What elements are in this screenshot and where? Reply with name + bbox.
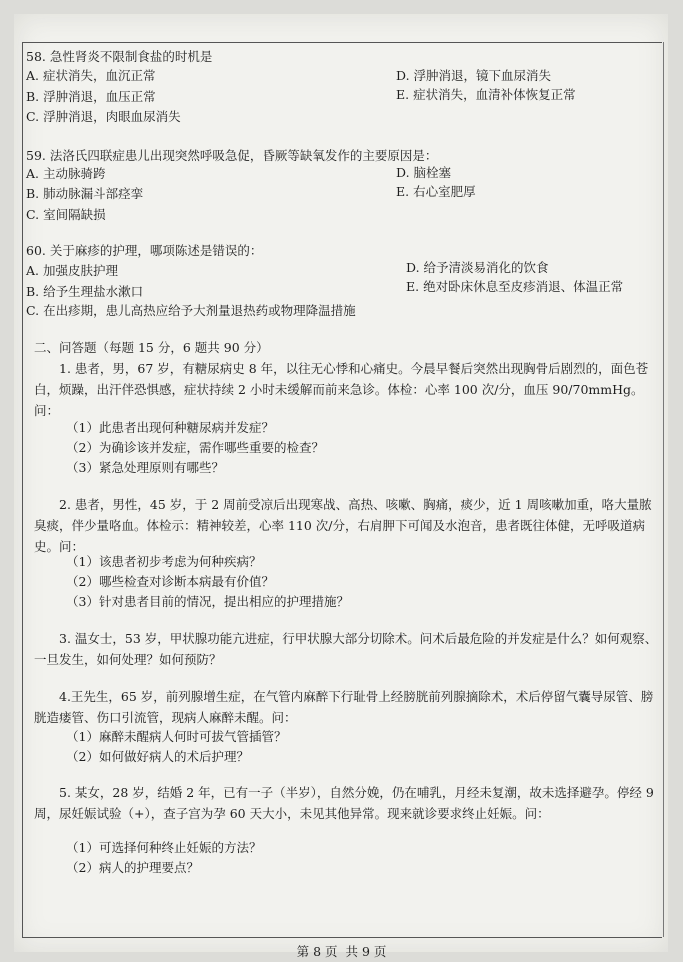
- essay-q2-sub-3: （3）针对患者目前的情况，提出相应的护理措施？: [66, 594, 349, 609]
- essay-q1-sub-2: （2）为确诊该并发症，需作哪些重要的检查？: [66, 440, 324, 455]
- page-total: 共 9 页: [345, 944, 387, 959]
- question-58-option-a: A. 症状消失，血沉正常: [26, 68, 156, 83]
- question-58-stem: 58. 急性肾炎不限制食盐的时机是: [26, 49, 213, 64]
- page-number: 第 8 页: [296, 944, 338, 959]
- section-2-title: 二、问答题（每题 15 分，6 题共 90 分）: [34, 340, 269, 355]
- essay-q2-sub-2: （2）哪些检查对诊断本病最有价值？: [66, 574, 274, 589]
- essay-q1-sub-1: （1）此患者出现何种糖尿病并发症？: [66, 420, 274, 435]
- question-59-option-c: C. 室间隔缺损: [26, 207, 106, 222]
- top-rule: [22, 42, 662, 43]
- question-58-option-c: C. 浮肿消退，肉眼血尿消失: [26, 109, 181, 124]
- page-footer: [0, 942, 683, 960]
- essay-q1-sub-3: （3）紧急处理原则有哪些？: [66, 460, 224, 475]
- essay-question-4: 4.王先生，65 岁，前列腺增生症，在气管内麻醉下行耻骨上经膀胱前列腺摘除术，术后停留气囊导尿管、膀胱造瘘管、伤口引流管，现病人麻醉未醒。问：: [34, 689, 654, 725]
- essay-q4-sub-2: （2）如何做好病人的术后护理？: [66, 749, 249, 764]
- essay-q4-sub-1: （1）麻醉未醒病人何时可拔气管插管？: [66, 729, 287, 744]
- essay-q5-sub-1: （1）可选择何种终止妊娠的方法？: [66, 840, 262, 855]
- question-58-option-b: B. 浮肿消退，血压正常: [26, 89, 156, 104]
- question-60-option-a: A. 加强皮肤护理: [26, 263, 118, 278]
- essay-q2-sub-1: （1）该患者初步考虑为何种疾病？: [66, 554, 262, 569]
- question-60-option-c: C. 在出疹期，患儿高热应给予大剂量退热药或物理降温措施: [26, 303, 356, 318]
- question-59-option-b: B. 肺动脉漏斗部痉挛: [26, 186, 144, 201]
- question-60-option-b: B. 给予生理盐水漱口: [26, 284, 144, 299]
- question-59-stem: 59. 法洛氏四联症患儿出现突然呼吸急促，昏厥等缺氧发作的主要原因是：: [26, 148, 438, 163]
- essay-question-5: 5. 某女，28 岁，结婚 2 年，已有一子（半岁），自然分娩，仍在哺乳，月经未复潮，故未选择避孕。停经 9 周，尿妊娠试验（+），查子宫为孕 60 天大小，未见其他异常。现来就诊要求终止妊娠。问：: [34, 785, 654, 821]
- essay-q5-sub-2: （2）病人的护理要点？: [66, 860, 199, 875]
- essay-question-3: 3. 温女士，53 岁，甲状腺功能亢进症，行甲状腺大部分切除术。问术后最危险的并发症是什么？如何观察、一旦发生，如何处理？如何预防？: [34, 631, 658, 667]
- essay-question-2: 2. 患者，男性，45 岁，于 2 周前受凉后出现寒战、高热、咳嗽、胸痛，痰少，近 1 周咳嗽加重，咯大量脓臭痰，伴少量咯血。体检示：精神较差，心率 110 次/分，右肩胛下可闻及水泡音，患者既往体健，无呼吸道病史。问：: [34, 497, 652, 554]
- question-60-option-e: E. 绝对卧床休息至皮疹消退、体温正常: [406, 279, 624, 294]
- question-58-option-d: D. 浮肿消退，镜下血尿消失: [396, 68, 552, 83]
- question-59-option-d: D. 脑栓塞: [396, 165, 452, 180]
- question-58-option-e: E. 症状消失，血清补体恢复正常: [396, 87, 576, 102]
- bottom-rule: [22, 937, 662, 938]
- question-60-stem: 60. 关于麻疹的护理，哪项陈述是错误的：: [26, 243, 263, 258]
- question-60-option-d: D. 给予清淡易消化的饮食: [406, 260, 549, 275]
- essay-question-1: 1. 患者，男，67 岁，有糖尿病史 8 年，以往无心悸和心痛史。今晨早餐后突然出现胸骨后剧烈的，面色苍白，烦躁，出汗伴恐惧感，症状持续 2 小时未缓解而前来急诊。体检：心率 100 次/分，血压 90/70mmHg。问：: [34, 361, 649, 418]
- question-59-option-a: A. 主动脉骑跨: [26, 166, 106, 181]
- question-59-option-e: E. 右心室肥厚: [396, 184, 476, 199]
